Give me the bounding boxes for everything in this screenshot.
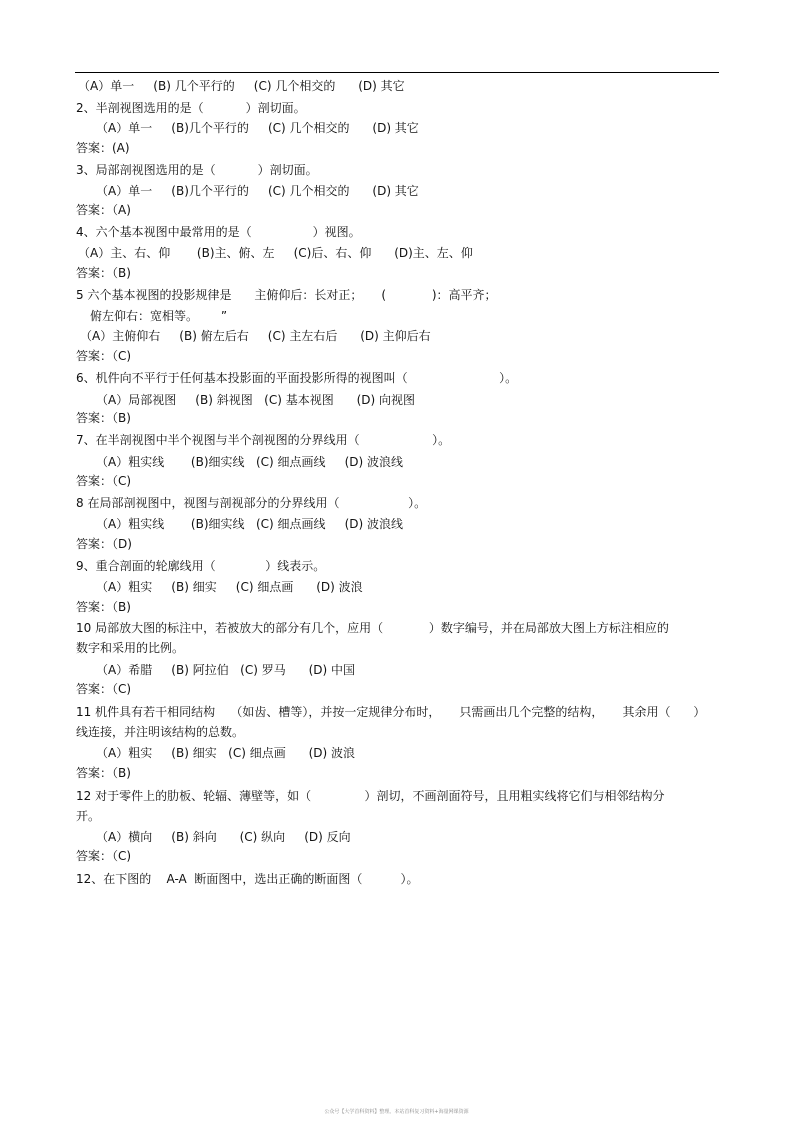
options-line: （A）粗实线 (B)细实线 (C) 细点画线 (D) 波浪线	[96, 455, 403, 469]
question-11-continued: 线连接，并注明该结构的总数。	[76, 725, 245, 739]
options-line: （A）局部视图 (B) 斜视图 (C) 基本视图 (D) 向视图	[96, 393, 415, 407]
answer-line: 答案：（C)	[76, 682, 132, 696]
options-line: （A）主俯仰右 (B) 俯左后右 (C) 主左右后 (D) 主仰后右	[80, 329, 431, 343]
answer-line: 答案：（C)	[76, 349, 132, 363]
options-line: （A）单一 (B) 几个平行的 (C) 几个相交的 (D) 其它	[78, 79, 405, 93]
question-8: 8 在局部剖视图中，视图与剖视部分的分界线用（ ）。	[76, 496, 427, 510]
question-10-continued: 数字和采用的比例。	[76, 641, 185, 655]
question-12-continued: 开。	[76, 809, 101, 823]
options-line: （A）粗实线 (B)细实线 (C) 细点画线 (D) 波浪线	[96, 517, 403, 531]
question-3: 3、局部剖视图选用的是（ ）剖切面。	[76, 163, 318, 177]
question-11: 11 机件具有若干相同结构 （如齿、槽等），并按一定规律分布时， 只需画出几个完整的结构， 其余用（ ）	[76, 705, 706, 719]
question-10: 10 局部放大图的标注中，若被放大的部分有几个，应用（ ）数字编号，并在局部放大图上方标注相应的	[76, 621, 669, 635]
answer-line: 答案：（D)	[76, 537, 132, 551]
question-6: 6、机件向不平行于任何基本投影面的平面投影所得的视图叫（ ）。	[76, 371, 518, 385]
options-line: （A）横向 (B) 斜向 (C) 纵向 (D) 反向	[96, 830, 351, 844]
answer-line: 答案：（A)	[76, 203, 131, 217]
options-line: （A）单一 (B)几个平行的 (C) 几个相交的 (D) 其它	[96, 184, 419, 198]
answer-line: 答案：（B)	[76, 266, 131, 280]
question-2: 2、半剖视图选用的是（ ）剖切面。	[76, 101, 306, 115]
answer-line: 答案：(A)	[76, 141, 130, 155]
question-7: 7、在半剖视图中半个视图与半个剖视图的分界线用（ ）。	[76, 433, 451, 447]
options-line: （A）单一 (B)几个平行的 (C) 几个相交的 (D) 其它	[96, 121, 419, 135]
answer-line: 答案：（B)	[76, 766, 131, 780]
question-4: 4、六个基本视图中最常用的是（ ）视图。	[76, 225, 361, 239]
answer-line: 答案：（C)	[76, 474, 132, 488]
question-12: 12 对于零件上的肋板、轮辐、薄壁等，如（ ）剖切，不画剖面符号，且用粗实线将它们与相邻结构分	[76, 789, 665, 803]
header-rule	[75, 72, 719, 73]
page-footer: 公众号【大学首科资料】整理。本站首科复习资料+海量网课资源	[324, 1109, 469, 1115]
options-line: （A）粗实 (B) 细实 (C) 细点画 (D) 波浪	[96, 746, 355, 760]
answer-line: 答案：（B)	[76, 600, 131, 614]
options-line: （A）粗实 (B) 细实 (C) 细点画 (D) 波浪	[96, 580, 363, 594]
question-5-continued: 俯左仰右：宽相等。 ”	[90, 309, 228, 323]
question-12b: 12、在下图的 A-A 断面图中，选出正确的断面图（ ）。	[76, 872, 419, 886]
answer-line: 答案：（C)	[76, 849, 132, 863]
question-5: 5 六个基本视图的投影规律是 主俯仰后：长对正； ( )：高平齐；	[76, 288, 497, 302]
options-line: （A）希腊 (B) 阿拉伯 (C) 罗马 (D) 中国	[96, 663, 355, 677]
answer-line: 答案：（B)	[76, 411, 131, 425]
options-line: （A）主、右、仰 (B)主、俯、左 (C)后、右、仰 (D)主、左、仰	[78, 246, 473, 260]
question-9: 9、重合剖面的轮廓线用（ ）线表示。	[76, 559, 326, 573]
